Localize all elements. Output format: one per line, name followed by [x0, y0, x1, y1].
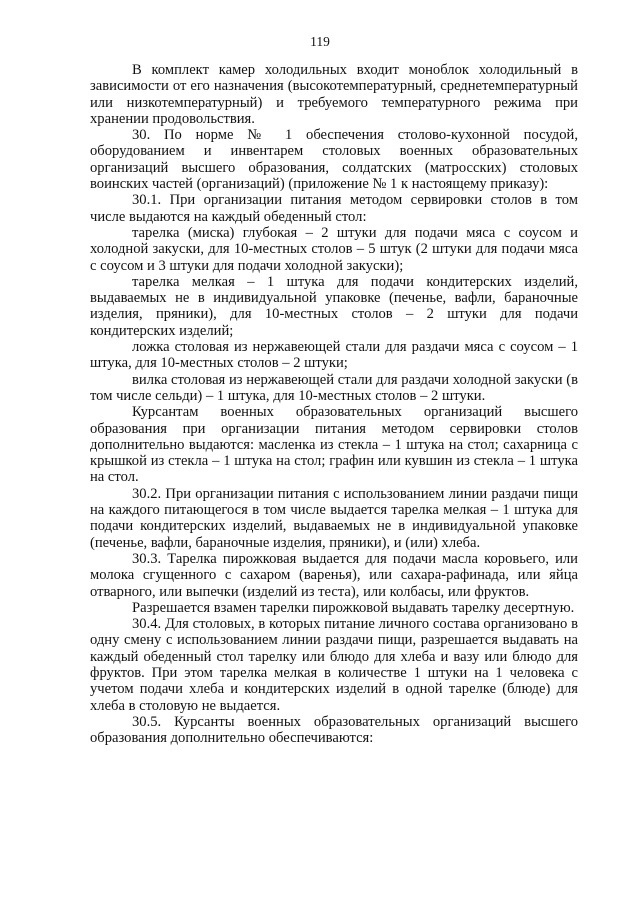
- paragraph: тарелка мелкая – 1 штука для подачи кондитерских изделий, выдаваемых не в индивидуальной упаковке (печенье, вафли, бараночные изделия, пряники), для 10-местных столов – 2 штуки для подачи кондитерских изделий;: [90, 273, 578, 339]
- paragraph: тарелка (миска) глубокая – 2 штуки для подачи мяса с соусом и холодной закуски, для 10-местных столов – 5 штук (2 штуки для подачи мяса с соусом и 3 штуки для подачи холодной закуски);: [90, 224, 578, 274]
- document-body: [90, 62, 578, 746]
- paragraph: 30.5. Курсанты военных образовательных организаций высшего образования дополнительно обеспечиваются:: [90, 713, 578, 747]
- paragraph: 30.2. При организации питания с использованием линии раздачи пищи на каждого питающегося в том числе выдается тарелка мелкая – 1 штука для подачи кондитерских изделий, выдаваемых не в индивидуальной упаковке (печенье, вафли, бараночные изделия, пряники), и (или) хлеба.: [90, 485, 578, 551]
- paragraph: 30.3. Тарелка пирожковая выдается для подачи масла коровьего, или молока сгущенного с сахаром (варенья), или сахара-рафинада, или яйца отварного, или выпечки (изделий из теста), или колбасы, или фруктов.: [90, 550, 578, 600]
- paragraph: вилка столовая из нержавеющей стали для раздачи холодной закуски (в том числе сельди) – 1 штука, для 10-местных столов – 2 штуки.: [90, 371, 578, 404]
- paragraph: В комплект камер холодильных входит моноблок холодильный в зависимости от его назначения (высокотемпературный, среднетемпературный или низкотемпературный) и требуемого температурного режима при хранении продовольствия.: [90, 62, 578, 127]
- paragraph: Разрешается взамен тарелки пирожковой выдавать тарелку десертную.: [132, 599, 575, 616]
- paragraph: 30.1. При организации питания методом сервировки столов в том числе выдаются на каждый обеденный стол:: [90, 192, 578, 225]
- page-number: 119: [310, 34, 330, 49]
- paragraph: ложка столовая из нержавеющей стали для раздачи мяса с соусом – 1 штука, для 10-местных столов – 2 штуки;: [90, 339, 578, 372]
- paragraph: Курсантам военных образовательных организаций высшего образования при организации питания методом сервировки столов дополнительно выдаются: масленка из стекла – 1 штука на стол; сахарница с крышкой из стекла – 1 штука на стол; графин или кувшин из стекла – 1 штука на стол.: [90, 404, 578, 486]
- paragraph: 30. По норме № 1 обеспечения столово-кухонной посудой, оборудованием и инвентарем столовых военных образовательных организаций высшего образования, солдатских (матросских) столовых воинских частей (организаций) (приложение № 1 к настоящему приказу):: [90, 127, 578, 193]
- paragraph: 30.4. Для столовых, в которых питание личного состава организовано в одну смену с использованием линии раздачи пищи, разрешается выдавать на каждый обеденный стол тарелку или блюдо для хлеба и вазу или блюдо для фруктов. При этом тарелка мелкая в количестве 1 штуки на 1 человека с учетом подачи хлеба и кондитерских изделий в одной тарелке (блюде) для хлеба в столовую не выдается.: [90, 616, 578, 714]
